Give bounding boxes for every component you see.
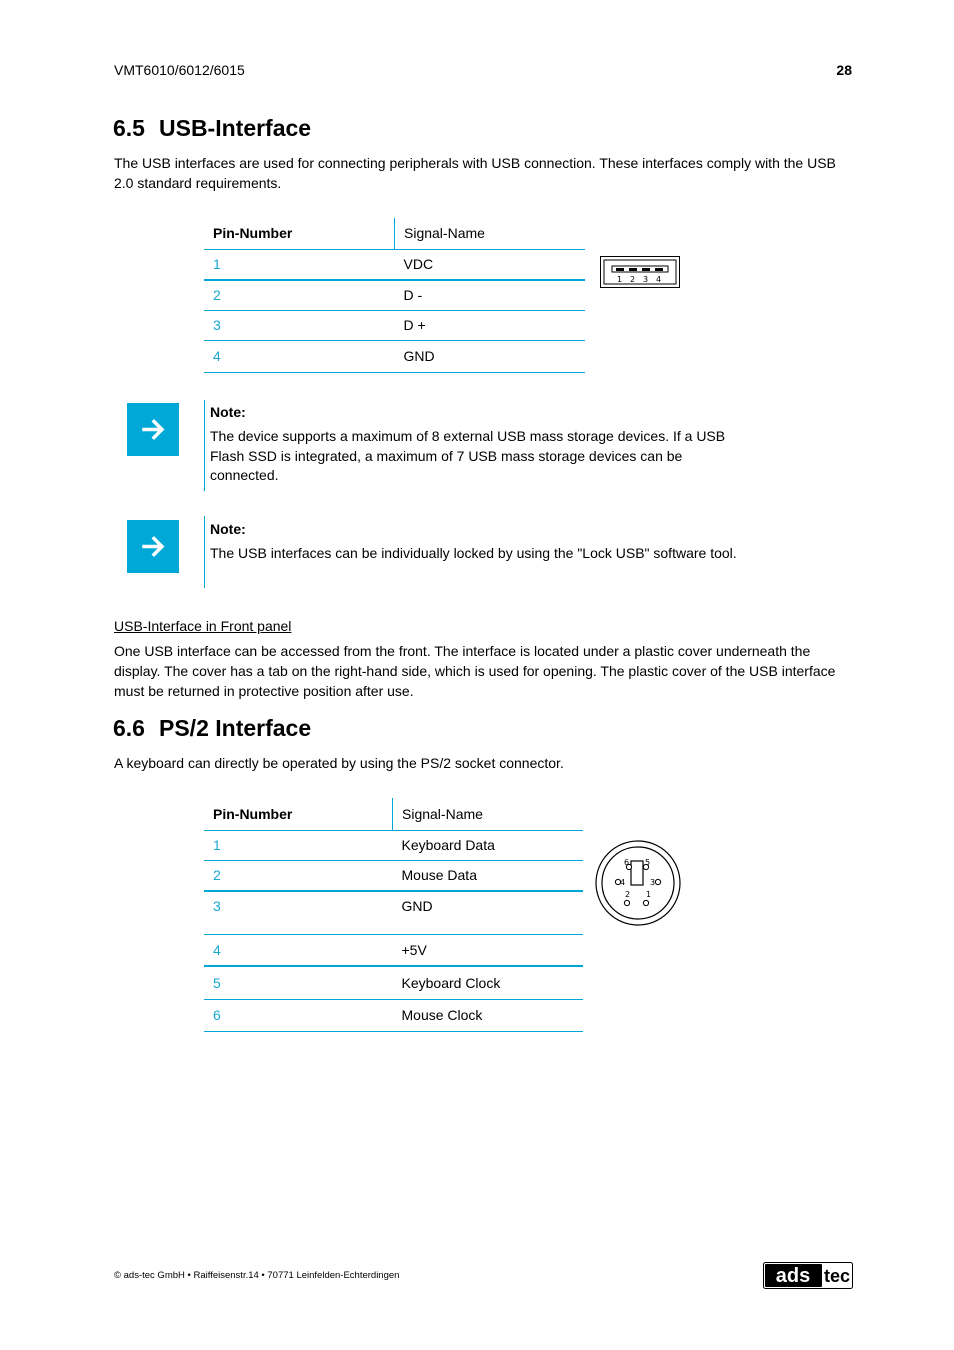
usb-pin-label: 4: [656, 275, 662, 284]
table-row: [204, 891, 583, 934]
table-row: [204, 830, 583, 860]
table-row: [204, 934, 583, 966]
table-row: [204, 966, 583, 999]
signal-cell: Keyboard Clock: [393, 966, 584, 999]
pin-cell: 4: [204, 934, 393, 966]
signal-cell: Mouse Data: [393, 860, 584, 891]
usb-pin-table: [204, 218, 585, 373]
table-row: [204, 249, 585, 280]
pin-cell: 3: [204, 310, 395, 340]
front-panel-heading: [114, 617, 849, 637]
signal-cell: +5V: [393, 934, 584, 966]
front-panel-text: One USB interface can be accessed from the front. The interface is located under a plastic cover underneath the display. The cover has a tab on the right-hand side, which is used for opening. The plastic cover of the USB interface must be returned in protective position after use.: [114, 643, 836, 699]
col-signal-name: Signal-Name: [393, 798, 584, 830]
ps2-pin-label: 3: [650, 878, 656, 887]
pin-cell: 5: [204, 966, 393, 999]
ps2-pin-label: 4: [620, 878, 626, 887]
signal-cell: VDC: [395, 249, 586, 280]
arrow-right-icon: [127, 520, 179, 573]
signal-cell: D +: [395, 310, 586, 340]
signal-cell: D -: [395, 280, 586, 310]
table-header-row: [204, 218, 585, 249]
col-pin-number: Pin-Number: [204, 218, 395, 249]
ps2-intro: A keyboard can directly be operated by using the PS/2 socket connector.: [114, 755, 564, 771]
svg-text:tec: tec: [823, 1266, 851, 1286]
note-body: The USB interfaces can be individually locked by using the "Lock USB" software tool.: [210, 544, 737, 561]
note-arrow-icon: [127, 520, 179, 573]
note-title: Note:: [210, 404, 246, 420]
ps2-pin-label: 2: [625, 890, 631, 899]
table-row: [204, 999, 583, 1031]
pin-cell: 1: [204, 249, 395, 280]
usb-pin-label: 3: [643, 275, 649, 284]
usb-section-heading: [113, 115, 311, 142]
front-panel-heading-text: USB-Interface in Front panel: [114, 618, 292, 634]
usb-intro: The USB interfaces are used for connecting peripherals with USB connection. These interfaces comply with the USB 2.0 standard requirements.: [114, 155, 836, 191]
signal-cell: GND: [393, 891, 584, 934]
footer-address: © ads-tec GmbH • Raiffeisenstr.14 • 70771 Leinfelden-Echterdingen: [114, 1270, 400, 1281]
svg-text:ads: ads: [775, 1265, 811, 1287]
note-title: Note:: [210, 521, 246, 537]
pin-cell: 6: [204, 999, 393, 1031]
pin-cell: 2: [204, 280, 395, 310]
note-usb-storage: [210, 403, 750, 486]
usb-connector-diagram: [600, 256, 680, 288]
arrow-right-icon: [127, 403, 179, 456]
note-divider: [204, 516, 205, 588]
signal-cell: GND: [395, 340, 586, 372]
pin-cell: 2: [204, 860, 393, 891]
usb-section-number: 6.5: [113, 115, 145, 141]
usb-pin-label: 1: [617, 275, 623, 284]
col-signal-name: Signal-Name: [395, 218, 586, 249]
table-row: [204, 340, 585, 372]
col-pin-number: Pin-Number: [204, 798, 393, 830]
ps2-section-heading: [113, 715, 311, 742]
page-number: 28: [836, 62, 852, 78]
ads-tec-logo: [763, 1262, 853, 1289]
pin-cell: 1: [204, 830, 393, 860]
pin-cell: 4: [204, 340, 395, 372]
note-arrow-icon: [127, 403, 179, 456]
table-header-row: [204, 798, 583, 830]
ps2-pin-label: 1: [646, 890, 652, 899]
table-row: [204, 860, 583, 891]
usb-section-title: USB-Interface: [159, 115, 312, 141]
document-title: VMT6010/6012/6015: [114, 62, 245, 78]
usb-pin-label: 2: [630, 275, 636, 284]
ps2-section-number: 6.6: [113, 715, 145, 741]
ps2-connector-diagram: [594, 839, 682, 927]
pin-cell: 3: [204, 891, 393, 934]
ps2-pin-label: 5: [645, 858, 651, 867]
ps2-pin-label: 6: [624, 858, 630, 867]
table-row: [204, 310, 585, 340]
ps2-pin-table: [204, 798, 583, 1032]
table-row: [204, 280, 585, 310]
ps2-section-title: PS/2 Interface: [159, 715, 312, 741]
signal-cell: Mouse Clock: [393, 999, 584, 1031]
note-body: The device supports a maximum of 8 external USB mass storage devices. If a USB Flash SSD is integrated, a maximum of 7 USB mass storage devices can be connected.: [210, 427, 726, 484]
note-usb-lock: [210, 520, 750, 564]
note-divider: [204, 400, 205, 491]
signal-cell: Keyboard Data: [393, 830, 584, 860]
